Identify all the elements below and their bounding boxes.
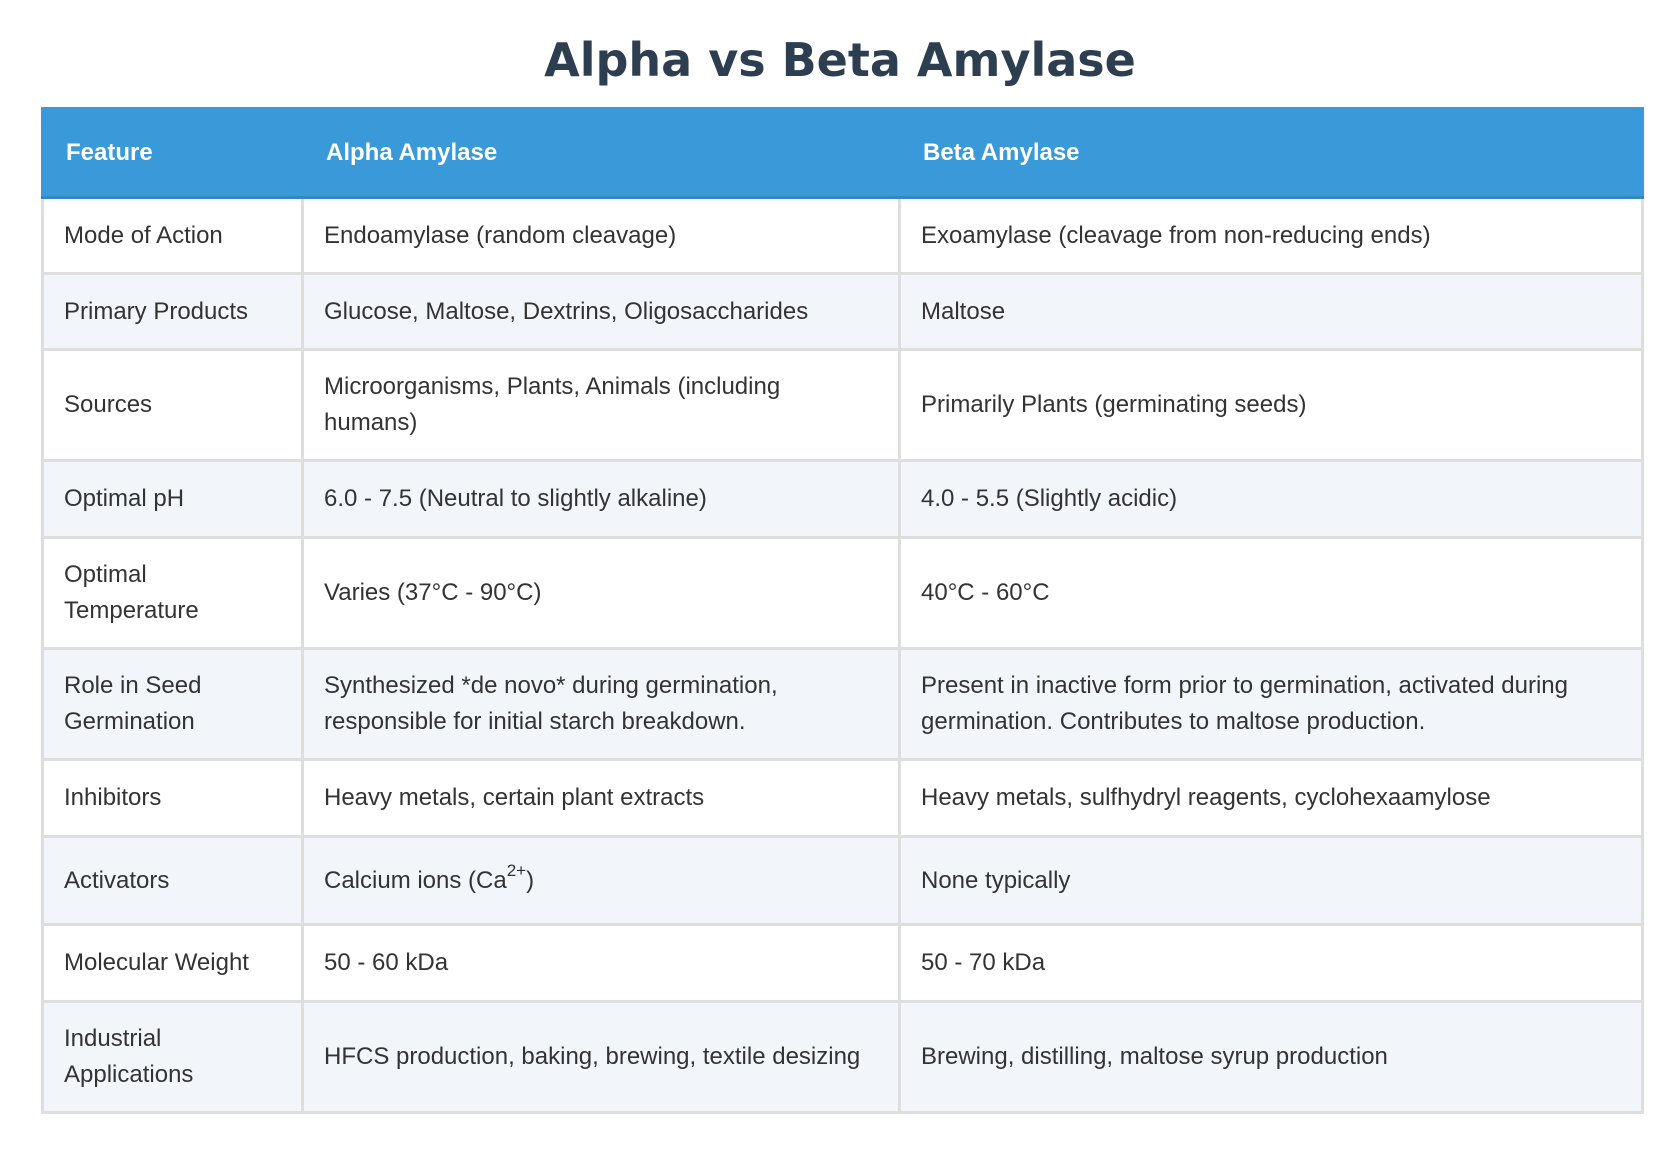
alpha-cell: [303, 837, 900, 925]
feature-cell: Primary Products: [43, 274, 303, 350]
table-row: [43, 760, 1643, 837]
feature-cell: Sources: [43, 350, 303, 461]
table-header-row: [43, 109, 1643, 198]
alpha-cell: Endoamylase (random cleavage): [303, 198, 900, 274]
feature-cell: Molecular Weight: [43, 925, 303, 1002]
header-beta-amylase: Beta Amylase: [900, 109, 1643, 198]
beta-cell: Primarily Plants (germinating seeds): [900, 350, 1643, 461]
comparison-table: [41, 107, 1644, 1114]
alpha-cell: Synthesized *de novo* during germination, responsible for initial starch breakdown.: [303, 649, 900, 760]
alpha-activator-text: Calcium ions (Ca: [324, 866, 507, 894]
beta-cell: None typically: [900, 837, 1643, 925]
feature-cell: Industrial Applications: [43, 1002, 303, 1113]
feature-cell: Role in Seed Germination: [43, 649, 303, 760]
table-row: [43, 198, 1643, 274]
feature-cell: Optimal Temperature: [43, 538, 303, 649]
beta-cell: Heavy metals, sulfhydryl reagents, cyclohexaamylose: [900, 760, 1643, 837]
header-feature: Feature: [43, 109, 303, 198]
beta-cell: Maltose: [900, 274, 1643, 350]
table-row: [43, 461, 1643, 538]
alpha-cell: Heavy metals, certain plant extracts: [303, 760, 900, 837]
charge-superscript: 2+: [506, 860, 527, 880]
table-row: [43, 649, 1643, 760]
beta-cell: 4.0 - 5.5 (Slightly acidic): [900, 461, 1643, 538]
beta-cell: Exoamylase (cleavage from non-reducing ends): [900, 198, 1643, 274]
header-alpha-amylase: Alpha Amylase: [303, 109, 900, 198]
alpha-cell: HFCS production, baking, brewing, textile desizing: [303, 1002, 900, 1113]
beta-cell: Present in inactive form prior to germination, activated during germination. Contributes to maltose production.: [900, 649, 1643, 760]
beta-cell: 40°C - 60°C: [900, 538, 1643, 649]
feature-cell: Optimal pH: [43, 461, 303, 538]
beta-cell: 50 - 70 kDa: [900, 925, 1643, 1002]
alpha-activator-close: ): [526, 866, 535, 894]
feature-cell: Activators: [43, 837, 303, 925]
alpha-cell: Microorganisms, Plants, Animals (including humans): [303, 350, 900, 461]
table-row: [43, 925, 1643, 1002]
alpha-cell: Glucose, Maltose, Dextrins, Oligosaccharides: [303, 274, 900, 350]
alpha-cell: 50 - 60 kDa: [303, 925, 900, 1002]
alpha-cell: 6.0 - 7.5 (Neutral to slightly alkaline): [303, 461, 900, 538]
table-row: [43, 1002, 1643, 1113]
feature-cell: Inhibitors: [43, 760, 303, 837]
page-title: Alpha vs Beta Amylase: [544, 33, 1136, 87]
table-row: [43, 350, 1643, 461]
feature-cell: Mode of Action: [43, 198, 303, 274]
table-row: [43, 538, 1643, 649]
alpha-cell: Varies (37°C - 90°C): [303, 538, 900, 649]
table-row: [43, 837, 1643, 925]
beta-cell: Brewing, distilling, maltose syrup production: [900, 1002, 1643, 1113]
table-row: [43, 274, 1643, 350]
